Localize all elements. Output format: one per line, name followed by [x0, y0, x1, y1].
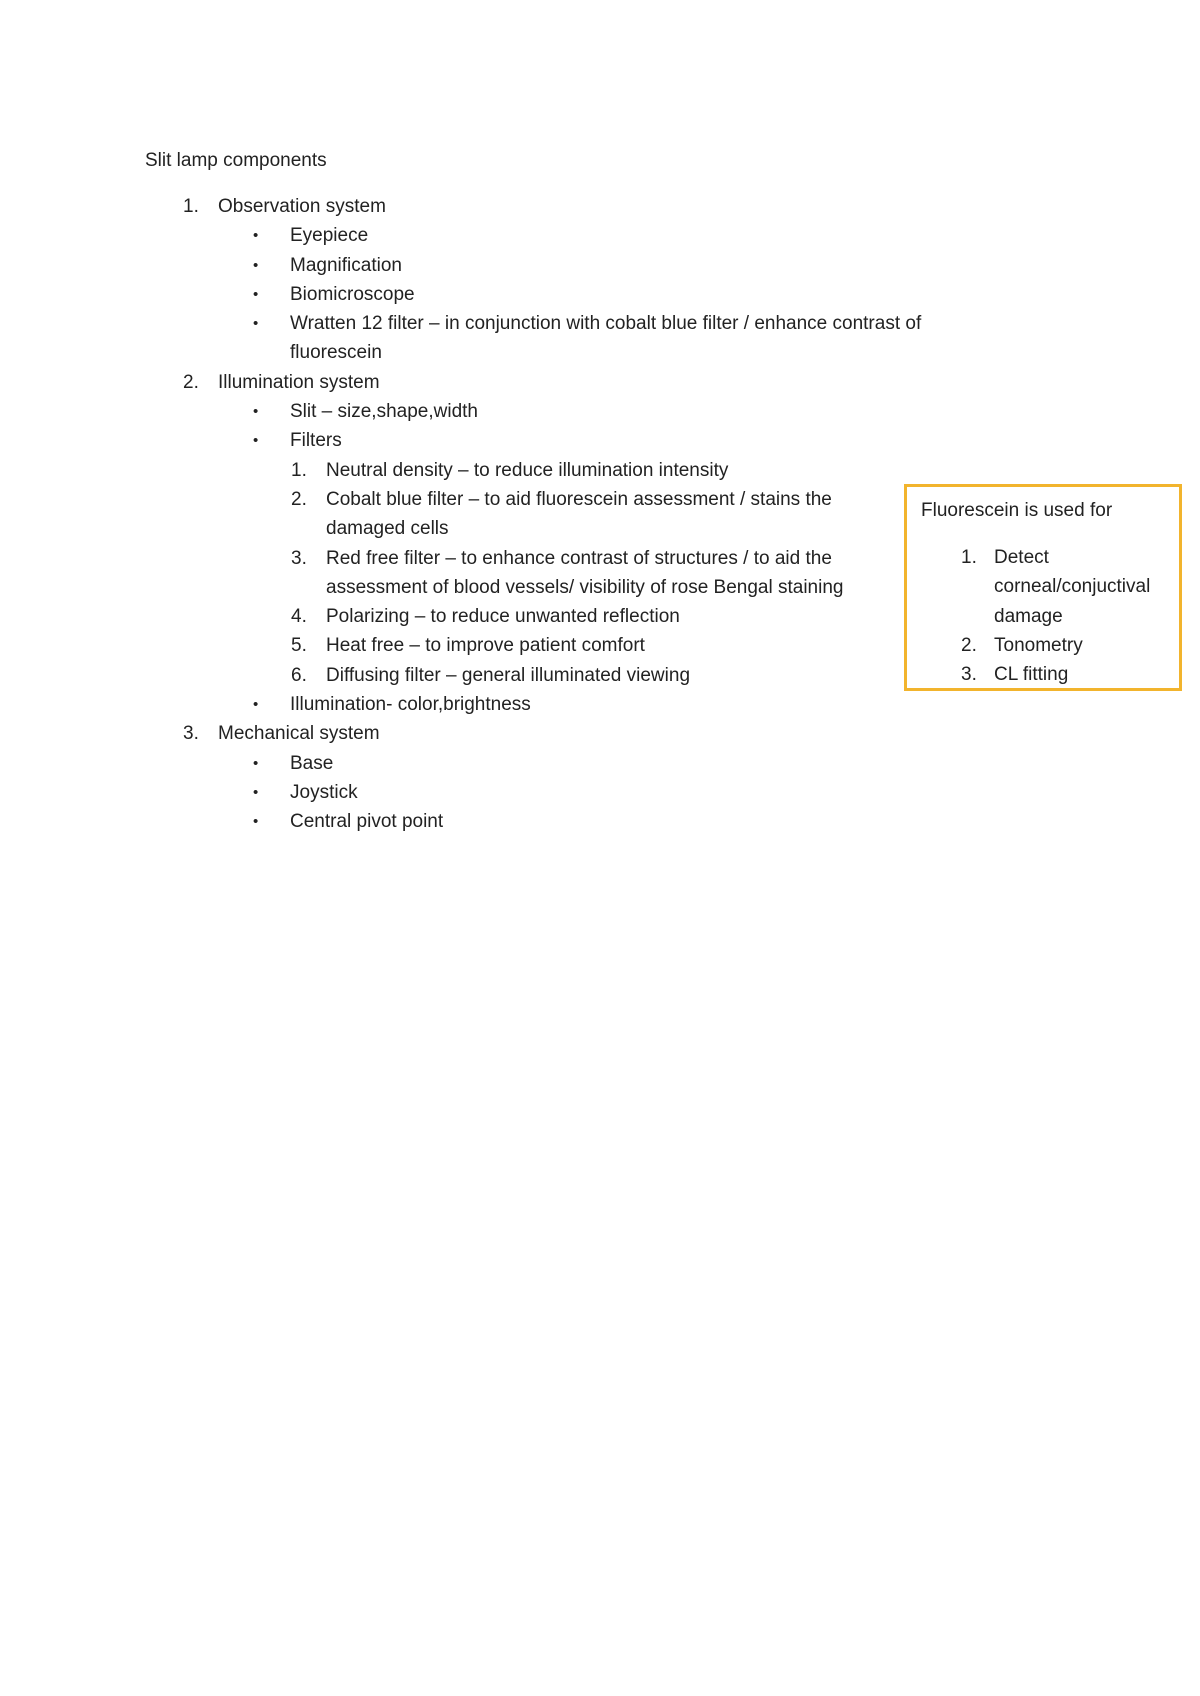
filter-item: [145, 485, 985, 514]
callout-item-number: 2.: [961, 634, 977, 656]
callout-item: [921, 660, 1171, 689]
list-item: [145, 280, 985, 309]
bullet-icon: •: [253, 256, 259, 274]
filter-text: Red free filter – to enhance contrast of structures / to aid the: [326, 547, 832, 569]
list-item: [145, 426, 985, 455]
bullet-icon: •: [253, 315, 259, 333]
bullet-icon: •: [253, 783, 259, 801]
list-item-text: Illumination- color,brightness: [290, 694, 531, 716]
callout-title: Fluorescein is used for: [921, 500, 1113, 521]
filter-text: Diffusing filter – general illuminated viewing: [326, 664, 691, 686]
callout-item-text: corneal/conjuctival: [994, 576, 1151, 598]
document-title: Slit lamp components: [145, 150, 327, 171]
callout-item: [921, 543, 1171, 572]
callout-item-text: Detect: [994, 547, 1049, 568]
section-label: Illumination system: [218, 371, 380, 393]
list-item-text: Joystick: [290, 781, 358, 803]
list-item: [145, 778, 985, 807]
bullet-icon: •: [253, 285, 259, 303]
bullet-icon: •: [253, 696, 259, 714]
filter-number: 2.: [291, 488, 307, 510]
section-mechanical-system: [145, 719, 985, 748]
list-item-text: Base: [290, 752, 334, 774]
bullet-icon: •: [253, 227, 259, 245]
filter-item: [145, 631, 985, 660]
section-label: Mechanical system: [218, 723, 380, 745]
filter-text: Cobalt blue filter – to aid fluorescein assessment / stains the: [326, 488, 832, 510]
list-item-text: Slit – size,shape,width: [290, 401, 478, 423]
list-item: [145, 221, 985, 250]
section-number: 3.: [183, 723, 199, 745]
list-item-text: Magnification: [290, 254, 402, 276]
callout-item-text: CL fitting: [994, 664, 1069, 686]
list-item: [145, 749, 985, 778]
filter-number: 6.: [291, 664, 307, 686]
section-label: Observation system: [218, 196, 386, 217]
callout-item-text: damage: [994, 605, 1063, 627]
callout-item-continuation: [921, 572, 1171, 601]
filter-text: Polarizing – to reduce unwanted reflection: [326, 606, 680, 628]
list-item: [145, 397, 985, 426]
section-number: 2.: [183, 371, 199, 393]
bullet-icon: •: [253, 754, 259, 772]
filter-item: [145, 456, 985, 485]
list-item-text: Eyepiece: [290, 225, 369, 247]
list-item-text: fluorescein: [290, 342, 382, 364]
section-observation-system: [145, 192, 985, 221]
filter-number: 3.: [291, 547, 307, 569]
callout-item-continuation: [921, 602, 1171, 631]
filter-item: [145, 602, 985, 631]
list-item-text: Wratten 12 filter – in conjunction with cobalt blue filter / enhance contrast of: [290, 313, 922, 335]
list-item: [145, 690, 985, 719]
filter-item-continuation: [145, 514, 985, 543]
list-item: [145, 251, 985, 280]
filter-text: assessment of blood vessels/ visibility of rose Bengal staining: [326, 576, 844, 598]
list-item-text: Central pivot point: [290, 811, 444, 833]
components-outline: [145, 192, 985, 837]
list-item: [145, 309, 985, 338]
filter-item: [145, 661, 985, 690]
filter-text: Neutral density – to reduce illumination intensity: [326, 459, 729, 481]
bullet-icon: •: [253, 813, 259, 831]
section-illumination-system: [145, 368, 985, 397]
filter-text: damaged cells: [326, 518, 449, 540]
list-item: [145, 807, 985, 836]
list-item-text: Biomicroscope: [290, 283, 415, 305]
filter-item: [145, 544, 985, 573]
callout-list: [921, 543, 1171, 689]
callout-item-number: 1.: [961, 547, 977, 568]
callout-item-number: 3.: [961, 664, 977, 686]
list-item-continuation: [145, 338, 985, 367]
filter-text: Heat free – to improve patient comfort: [326, 635, 645, 657]
callout-item-text: Tonometry: [994, 634, 1083, 656]
filter-item-continuation: [145, 573, 985, 602]
callout-item: [921, 631, 1171, 660]
list-item-text: Filters: [290, 430, 342, 452]
filter-number: 4.: [291, 606, 307, 628]
bullet-icon: •: [253, 403, 259, 421]
bullet-icon: •: [253, 432, 259, 450]
fluorescein-callout-box: [904, 484, 1182, 691]
section-number: 1.: [183, 196, 199, 217]
filter-number: 1.: [291, 459, 307, 481]
filter-number: 5.: [291, 635, 307, 657]
